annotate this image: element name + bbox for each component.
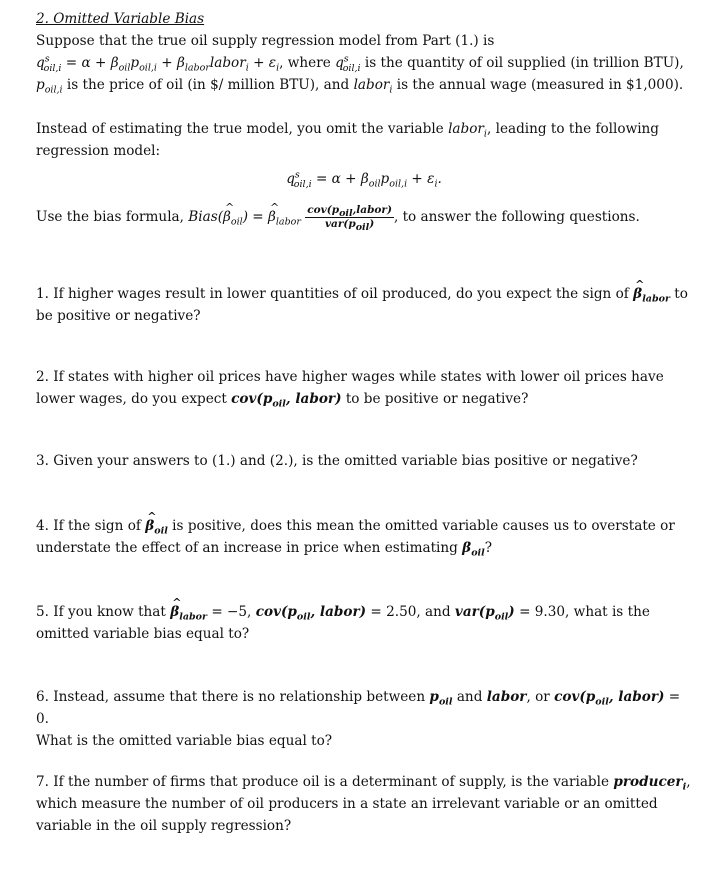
price-description: is the price of oil (in $/ million BTU), and: [66, 77, 350, 93]
intro-line1: Suppose that the true oil supply regression model from Part (1.) is: [36, 33, 495, 49]
question-6: 6. Instead, assume that there is no relationship between $p_{oil}$ and labor, or $cov(p_{oil}$, labor) = 0. What is the omitted variable bias equal to?: [36, 689, 681, 749]
bias-fraction: $\frac{cov(p_{oil},labor)}{var(p_{oil})}$: [307, 204, 392, 234]
true-model-equation: $q^s_{oil,i} = \alpha + \beta_{oil}p_{oil,i}$ + $\beta_{labor}labor_i + \varepsilon_i$: [36, 53, 280, 74]
qty-description: is the quantity of oil supplied (in trillion BTU),: [364, 55, 684, 71]
section-heading: 2. Omitted Variable Bias: [36, 11, 205, 27]
document-body: [36, 8, 692, 234]
question-4: 4. If the sign of ^ $\beta_{oil}$ is positive, does this mean the omitted variable causes us to overstate or understate the effect of an increase in price when estimating $\beta_{oil}$?: [36, 515, 696, 559]
short-model-equation: $q^s_{oil,i} = \alpha + \beta_{oil}p_{oil,i} + \varepsilon_i$.: [286, 169, 442, 190]
omit-paragraph: Instead of estimating the true model, you omit the variable labor$_i$, leading to the following regression model:: [36, 121, 660, 159]
labor-description: is the annual wage (measured in $1,000).: [396, 77, 684, 93]
question-2: 2. If states with higher oil prices have higher wages while states with lower oil prices have lower wages, do you expect $cov(p_{oil}$, labor) to be positive or negative?: [36, 369, 664, 410]
question-7: 7. If the number of firms that produce oil is a determinant of supply, is the variable producer$_i$, which measure the number of oil producers in a state an irrelevant variable or an omitted variable in the oil supply regression?: [36, 774, 691, 834]
intro-paragraph: Suppose that the true oil supply regression model from Part (1.) is $q^s_{oil,i} = \alpha + \beta_{oil}p_{oil,i}$ + $\beta_{labor}labor_i + \varepsilon_i$, where $q^s_{oil,i}$ is the quantity of oil supplied (in trillion BTU), $p_{oil,i}$ is the price of oil (in $/ million BTU), and labor$_i$ is the annual wage (measured in $1,000).: [36, 33, 684, 96]
question-3: 3. Given your answers to (1.) and (2.), is the omitted variable bias positive or negative?: [36, 453, 638, 469]
bias-formula-line: Use the bias formula, Bias(^ $\beta_{oil}$) = ^ $\beta_{labor}$ $\frac{cov(p_{oil},labor)}{var(p_{oil})}$ , to answer the following questions.: [36, 204, 692, 231]
question-5: 5. If you know that ^ $\beta_{labor} = -5$, $cov(p_{oil}$, labor) = 2.50, and $var(p_{oil}) = 9.30$, what is the omitted variable bias equal to?: [36, 601, 696, 645]
question-1: 1. If higher wages result in lower quantities of oil produced, do you expect the sign of ^ $\beta_{labor}$ to be positive or negative?: [36, 283, 696, 327]
